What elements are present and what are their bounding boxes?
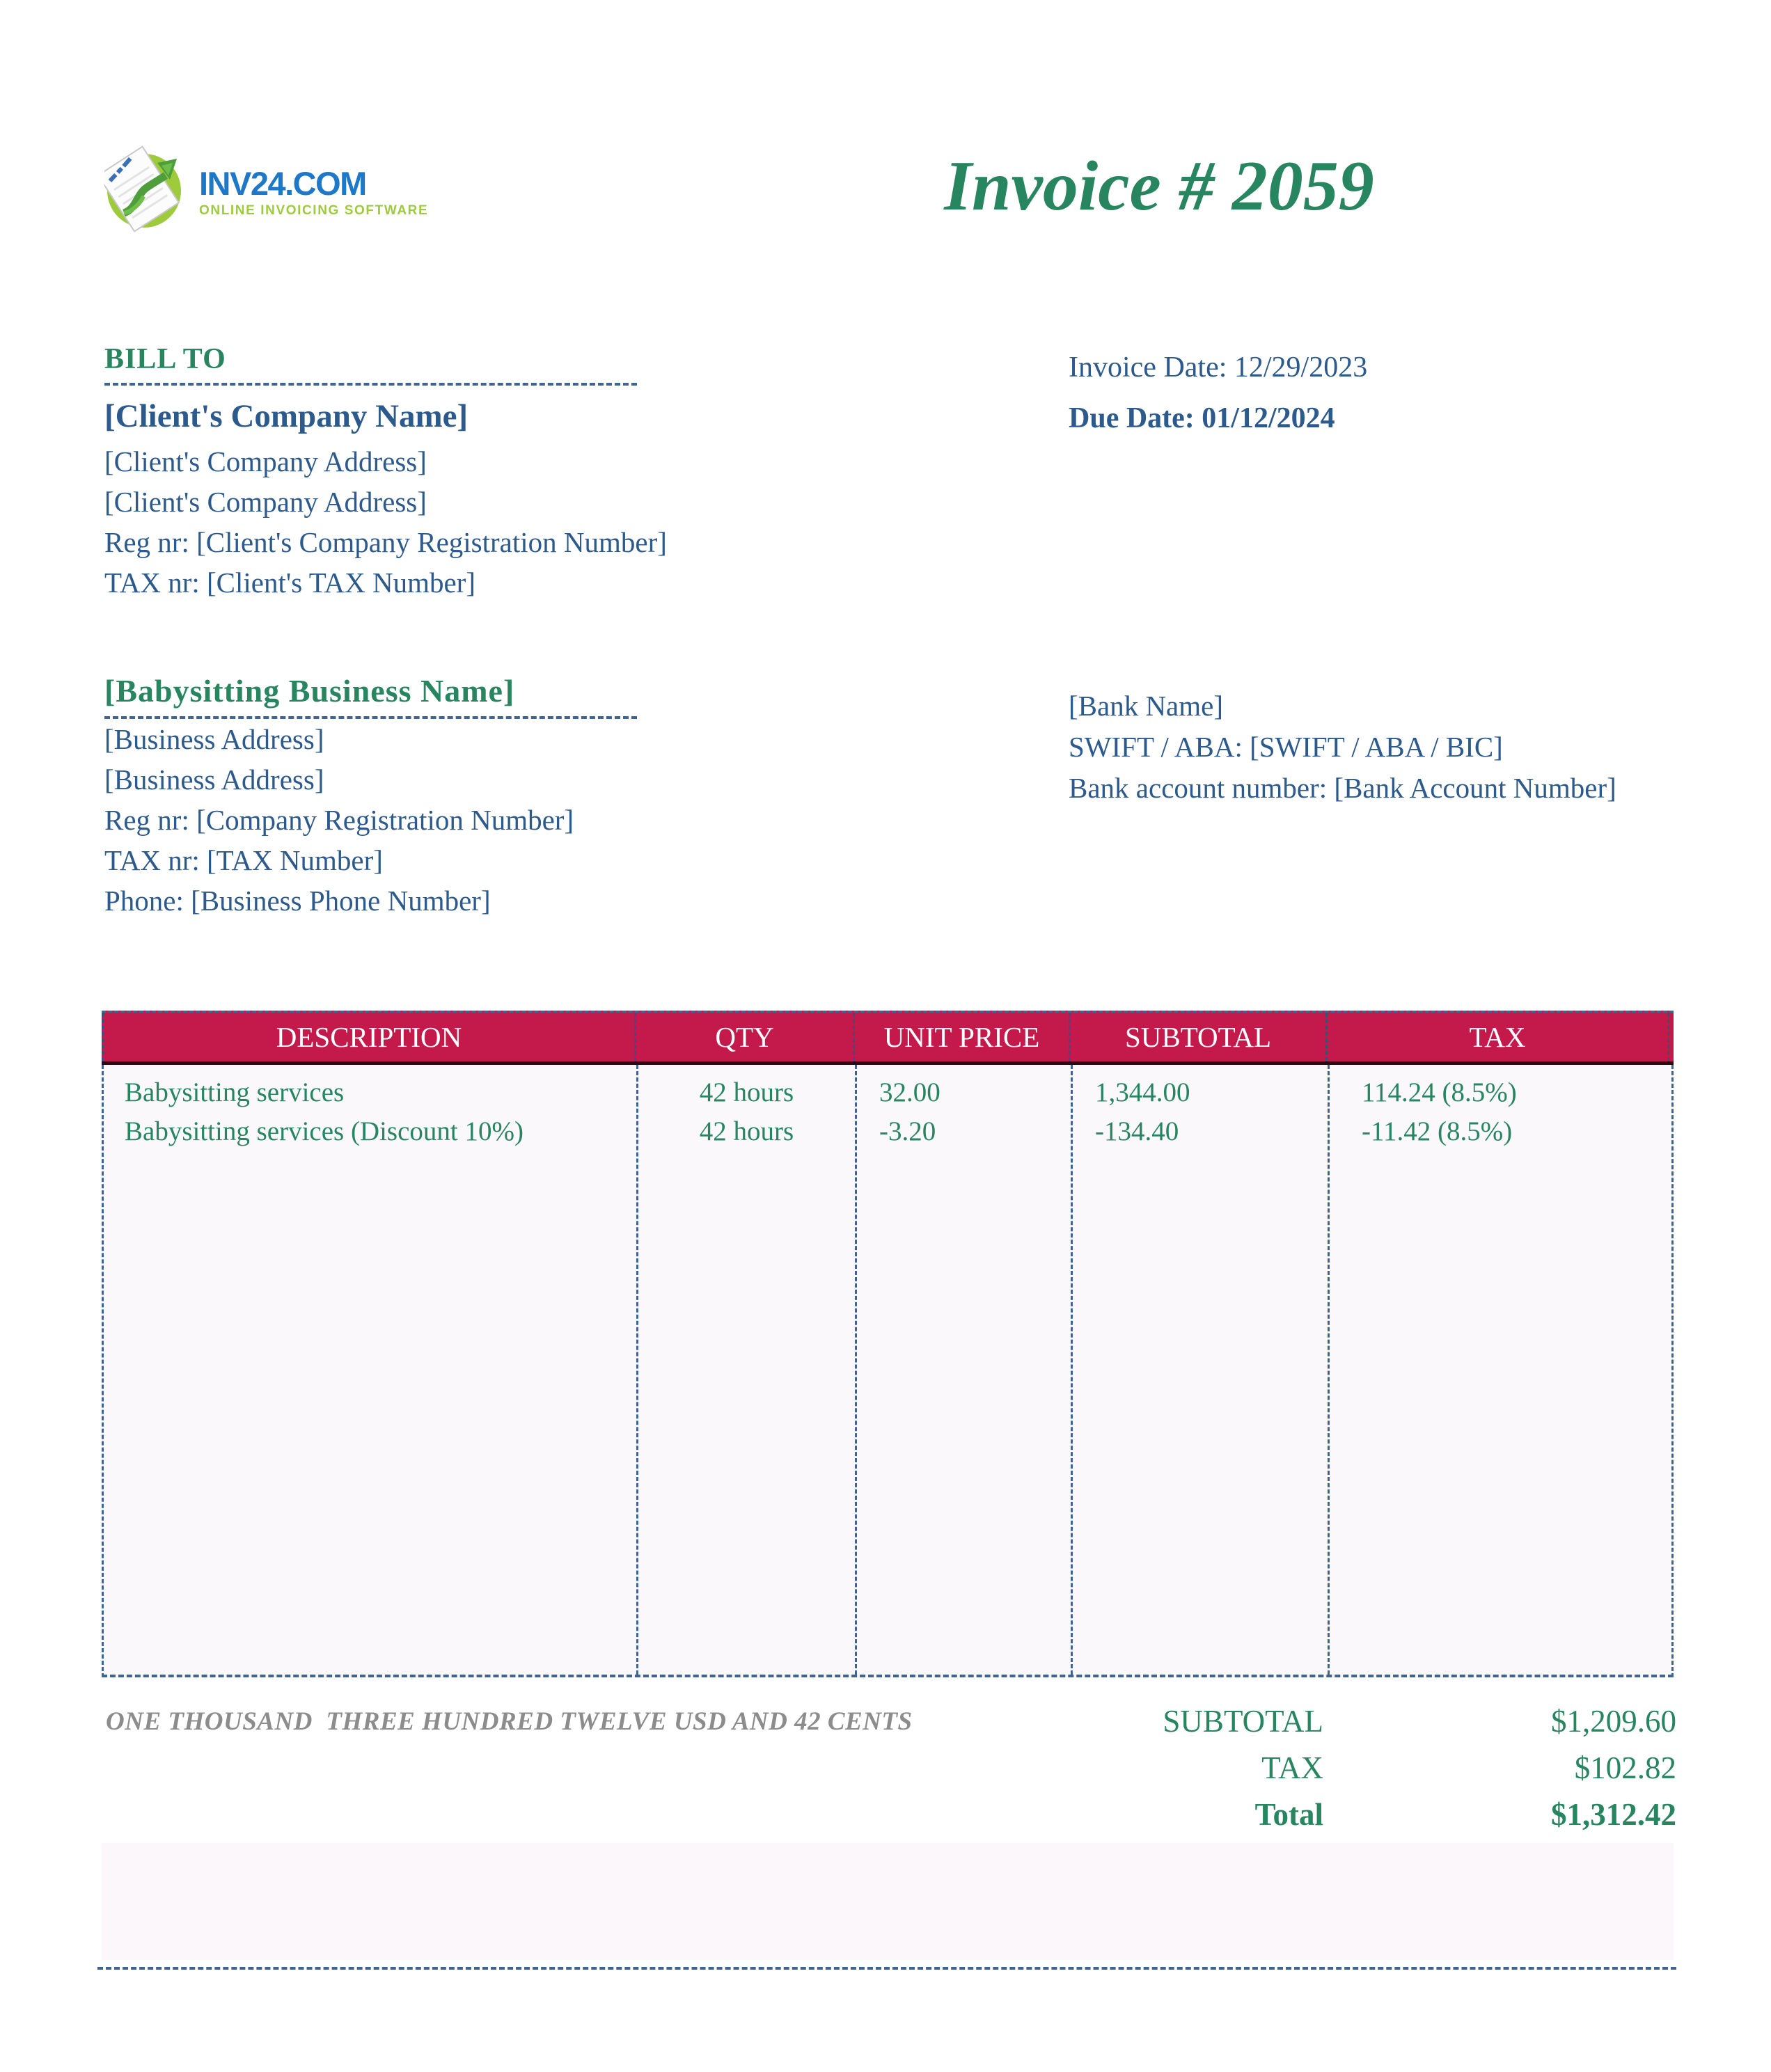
- cell-tax: -11.42 (8.5%): [1362, 1116, 1513, 1146]
- business-tax-number: TAX nr: [TAX Number]: [104, 844, 383, 876]
- bill-to-heading: BILL TO: [104, 343, 226, 375]
- logo-brand: INV24.COM: [199, 165, 366, 202]
- client-tax-number: TAX nr: [Client's TAX Number]: [104, 567, 475, 599]
- invoice-date-line: [1069, 342, 1367, 393]
- due-date-value: 01/12/2024: [1202, 402, 1335, 434]
- cell-unit-price: -3.20: [879, 1116, 936, 1146]
- column-subtotal: [1073, 1065, 1330, 1675]
- due-date-line: [1069, 393, 1367, 444]
- bank-section: [1069, 686, 1616, 809]
- due-date-label: Due Date:: [1069, 402, 1195, 434]
- amount-in-words: ONE THOUSAND THREE HUNDRED TWELVE USD AND 42 CENTS: [106, 1707, 913, 1736]
- cell-subtotal: 1,344.00: [1095, 1077, 1190, 1107]
- invoice-date-value: 12/29/2023: [1234, 351, 1368, 383]
- total-value: $1,312.42: [1551, 1797, 1676, 1832]
- totals-section: [1003, 1698, 1676, 1838]
- inv24-logo: [104, 145, 428, 234]
- business-section: [104, 672, 668, 921]
- client-address-line: [Client's Company Address]: [104, 486, 427, 519]
- invoice-date-label: Invoice Date:: [1069, 351, 1227, 383]
- invoice-meta: [1069, 342, 1367, 444]
- cell-tax: 114.24 (8.5%): [1362, 1077, 1517, 1107]
- cell-subtotal: -134.40: [1095, 1116, 1179, 1146]
- inv24-logo-icon: [104, 145, 189, 234]
- subtotal-value: $1,209.60: [1551, 1704, 1676, 1739]
- business-header: [104, 672, 637, 719]
- bill-to-header: [104, 342, 637, 386]
- subtotal-label: SUBTOTAL: [1163, 1704, 1323, 1739]
- client-address-line: [Client's Company Address]: [104, 445, 427, 478]
- header-unit-price: UNIT PRICE: [855, 1013, 1071, 1061]
- header-description: DESCRIPTION: [102, 1013, 636, 1061]
- cell-qty: 42 hours: [699, 1077, 794, 1107]
- column-qty: [638, 1065, 857, 1675]
- tax-row: [1003, 1745, 1676, 1792]
- client-company-name: [Client's Company Name]: [104, 398, 469, 434]
- header-tax: TAX: [1328, 1013, 1669, 1061]
- notes-area: [102, 1843, 1674, 1960]
- header-qty: QTY: [636, 1013, 855, 1061]
- bottom-divider: [97, 1967, 1676, 1970]
- header-subtotal: SUBTOTAL: [1071, 1013, 1328, 1061]
- cell-description: Babysitting services (Discount 10%): [125, 1116, 524, 1146]
- cell-description: Babysitting services: [125, 1077, 345, 1107]
- column-unit-price: [857, 1065, 1073, 1675]
- inv24-logo-text: [199, 167, 428, 234]
- bank-name: [Bank Name]: [1069, 690, 1223, 722]
- column-tax: [1330, 1065, 1671, 1675]
- bank-swift: SWIFT / ABA: [SWIFT / ABA / BIC]: [1069, 731, 1503, 763]
- business-phone: Phone: [Business Phone Number]: [104, 885, 491, 917]
- tax-label: TAX: [1261, 1750, 1323, 1785]
- logo-tagline: ONLINE INVOICING SOFTWARE: [199, 203, 429, 218]
- business-address-line: [Business Address]: [104, 723, 324, 755]
- cell-unit-price: 32.00: [879, 1077, 940, 1107]
- bill-to-section: [104, 342, 668, 603]
- items-table: [102, 1011, 1674, 1677]
- client-reg-number: Reg nr: [Client's Company Registration Number]: [104, 526, 667, 559]
- business-name: [Babysitting Business Name]: [104, 673, 515, 709]
- business-reg-number: Reg nr: [Company Registration Number]: [104, 804, 574, 836]
- cell-qty: 42 hours: [699, 1116, 794, 1146]
- total-label: Total: [1254, 1797, 1323, 1832]
- business-address-line: [Business Address]: [104, 764, 324, 796]
- tax-value: $102.82: [1574, 1750, 1676, 1785]
- items-table-header: [102, 1011, 1674, 1065]
- subtotal-row: [1003, 1698, 1676, 1745]
- total-row: [1003, 1792, 1676, 1838]
- invoice-title: Invoice # 2059: [944, 147, 1374, 226]
- items-table-body: [102, 1065, 1674, 1677]
- column-description: [104, 1065, 638, 1675]
- bank-account-number: Bank account number: [Bank Account Number]: [1069, 772, 1616, 804]
